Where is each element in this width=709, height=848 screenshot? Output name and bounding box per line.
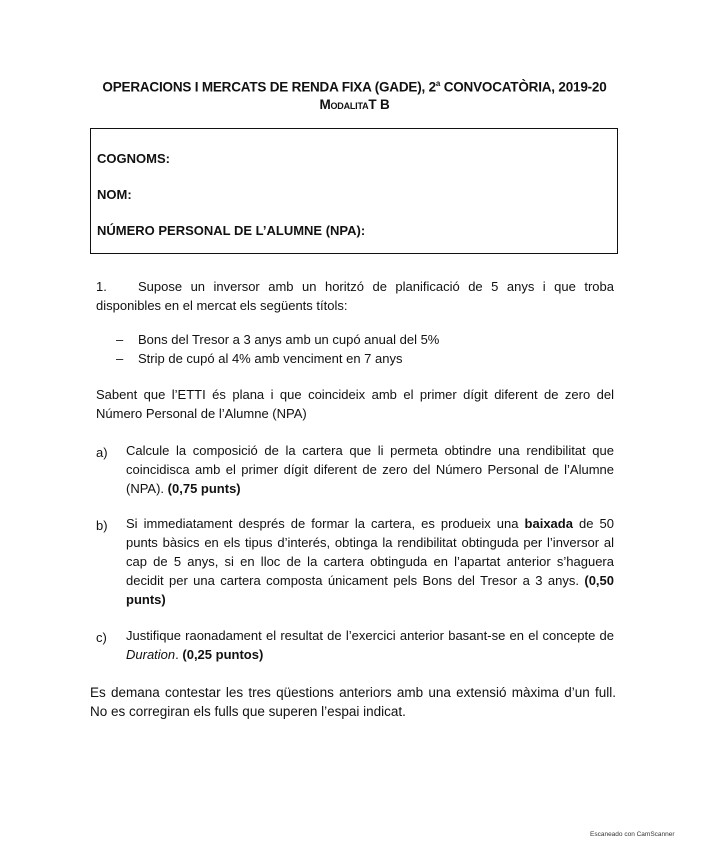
scanner-note: Escaneado con CamScanner bbox=[590, 831, 675, 838]
surname-label: COGNOMS: bbox=[97, 151, 170, 166]
list-item: – Bons del Tresor a 3 anys amb un cupó anual del 5% bbox=[116, 332, 440, 347]
dash-icon: – bbox=[116, 332, 124, 347]
part-a-points: (0,75 punts) bbox=[167, 481, 241, 496]
identification-box bbox=[90, 128, 618, 254]
bullet-list bbox=[116, 330, 596, 368]
dash-icon: – bbox=[116, 351, 124, 366]
exam-modality: ModalitaT B bbox=[319, 97, 390, 112]
part-c-points: (0,25 puntos) bbox=[182, 647, 264, 662]
part-b-points: (0,50 punts) bbox=[126, 573, 614, 607]
name-label: NOM: bbox=[97, 187, 132, 202]
instructions: Es demana contestar les tres qüestions anteriors amb una extensió màxima d’un full. No es corregiran els fulls que superen l’espai indicat. bbox=[90, 685, 616, 719]
part-b-text: Si immediatament després de formar la cartera, es produeix una baixada de 50 punts bàsics en els tipus d’interés, obtinga la rendibilitat obtinguda per l’inversor al cap de 5 anys, si en lloc de la cartera obtinguda en l’apartat anterior s’haguera decidit per una cartera composta únicament pels Bons del Tresor a 3 anys. (0,50 punts) bbox=[126, 516, 614, 607]
part-c-label: c) bbox=[96, 630, 107, 645]
question-1-intro: 1. Supose un inversor amb un horitzó de planificació de 5 anys i que troba disponibles en el mercat els següents títols: bbox=[96, 279, 614, 313]
exam-title: OPERACIONS I MERCATS DE RENDA FIXA (GADE), 2$^a$ CONVOCATÒRIA, 2019-20 bbox=[102, 79, 607, 95]
question-1-condition: Sabent que l’ETTI és plana i que coincideix amb el primer dígit diferent de zero del Número Personal de l’Alumne (NPA) bbox=[96, 387, 614, 421]
part-c-text: Justifique raonadament el resultat de l’exercici anterior basant-se en el concepte de Duration. (0,25 puntos) bbox=[126, 628, 614, 662]
list-item: – Strip de cupó al 4% amb venciment en 7 anys bbox=[116, 351, 403, 366]
part-b-label: b) bbox=[96, 518, 108, 533]
part-a-text: Calcule la composició de la cartera que li permeta obtindre una rendibilitat que coincidisca amb el primer dígit diferent de zero del Número Personal de l’Alumne (NPA). (0,75 punts) bbox=[126, 443, 614, 496]
npa-label: NÚMERO PERSONAL DE L’ALUMNE (NPA): bbox=[97, 223, 366, 238]
part-a-label: a) bbox=[96, 445, 108, 460]
question-number: 1. bbox=[96, 279, 107, 294]
